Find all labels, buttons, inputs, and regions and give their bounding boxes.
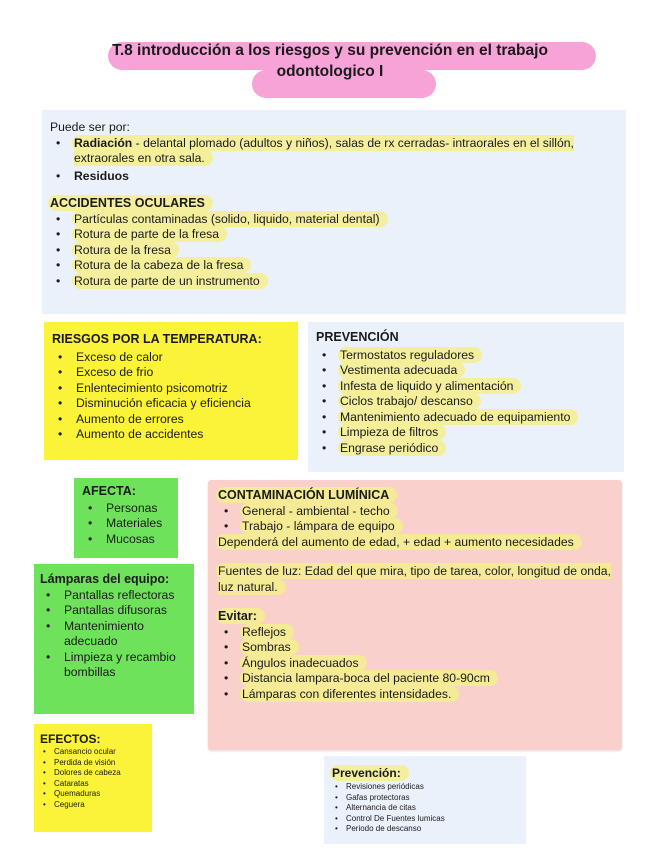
prevention-item <box>316 410 616 426</box>
avoid-item-text: Ángulos inadecuados <box>240 655 367 671</box>
effects-item <box>40 747 148 758</box>
lamps-item-text: Mantenimiento adecuado <box>64 618 144 648</box>
ocular-item <box>50 212 618 228</box>
avoid-item-text: Distancia lampara-boca del paciente 80-90cm <box>240 670 498 686</box>
avoid-item-text: Reflejos <box>240 624 294 640</box>
prevention2-item-text: Periodo de descanso <box>346 824 422 833</box>
lamps-item <box>40 619 190 650</box>
light-heading-text: CONTAMINACIÓN LUMÍNICA <box>216 487 397 503</box>
effects-item-text: Dolores de cabeza <box>54 768 121 777</box>
intro-item-radiation <box>50 136 618 167</box>
effects-item-text: Cataratas <box>54 778 89 788</box>
temperature-item-text: Aumento de accidentes <box>76 427 204 441</box>
temperature-item <box>52 365 290 381</box>
temperature-item-text: Exceso de calor <box>76 349 163 364</box>
light-sources-text: Fuentes de luz: Edad del que mira, tipo de tarea, color, longitud de onda, luz natural. <box>218 564 611 594</box>
prevention2-item <box>332 793 520 804</box>
light-depends-text: Dependerá del aumento de edad, + edad + aumento necesidades <box>216 534 582 550</box>
affects-item-text: Mucosas <box>106 531 155 546</box>
temperature-list <box>52 350 290 443</box>
page-title-line2: odontologico I <box>276 63 384 80</box>
affects-list <box>82 501 172 548</box>
prevention-item <box>316 363 616 379</box>
ocular-heading <box>50 196 618 212</box>
temperature-item <box>52 412 290 428</box>
affects-item <box>82 516 172 532</box>
effects-item <box>40 758 148 769</box>
effects-item <box>40 779 148 790</box>
ocular-item <box>50 274 618 290</box>
effects-item-text: Cansancio ocular <box>54 747 116 756</box>
ocular-item <box>50 227 618 243</box>
affects-item <box>82 501 172 517</box>
affects-item <box>82 532 172 548</box>
light-list <box>218 504 614 535</box>
prevention-item-text: Limpieza de filtros <box>338 424 446 440</box>
prevention2-box <box>324 756 526 844</box>
effects-list <box>40 747 148 810</box>
avoid-list <box>218 625 614 703</box>
prevention-item <box>316 348 616 364</box>
avoid-item <box>218 687 614 703</box>
prevention2-item <box>332 814 520 825</box>
prevention2-item-text: Alternancia de citas <box>346 803 416 812</box>
intro-item-waste <box>50 169 618 185</box>
temperature-item-text: Enlentecimiento psicomotriz <box>76 380 228 395</box>
lamps-item-text: Pantallas reflectoras <box>64 587 175 602</box>
light-depends <box>218 535 614 551</box>
radiation-highlight <box>72 135 574 167</box>
prevention-item-text: Ciclos trabajo/ descanso <box>338 393 481 409</box>
ocular-item <box>50 243 618 259</box>
intro-box <box>42 110 626 314</box>
light-item <box>218 519 614 535</box>
prevention-list <box>316 348 616 457</box>
prevention2-heading <box>332 766 520 780</box>
prevention-item <box>316 425 616 441</box>
affects-item-text: Materiales <box>106 516 163 530</box>
temperature-item-text: Disminución eficacia y eficiencia <box>76 396 251 410</box>
temperature-item <box>52 350 290 366</box>
prevention-heading: PREVENCIÓN <box>316 330 399 344</box>
lamps-heading: Lámparas del equipo: <box>40 572 170 586</box>
light-heading <box>218 488 614 504</box>
effects-item-text: Ceguera <box>54 799 85 809</box>
prevention-item-text: Infesta de liquido y alimentación <box>338 378 521 394</box>
lamps-item <box>40 650 190 681</box>
prevention2-item <box>332 824 520 835</box>
ocular-item-text: Rotura de parte de un instrumento <box>72 273 268 289</box>
prevention-item <box>316 394 616 410</box>
page-title-line1: T.8 introducción a los riesgos y su prevención en el trabajo <box>112 42 548 59</box>
ocular-item-text: Rotura de la cabeza de la fresa <box>72 257 251 273</box>
temperature-box <box>44 322 298 460</box>
light-item <box>218 504 614 520</box>
prevention2-item-text: Control De Fuentes lumicas <box>346 813 445 823</box>
prevention-item-text: Mantenimiento adecuado de equipamiento <box>338 409 578 425</box>
radiation-text: - delantal plomado (adultos y niños), salas de rx cerradas- intraorales en el sillón, extraorales en otra sala. <box>74 135 574 165</box>
ocular-list <box>50 212 618 290</box>
prevention2-item-text: Gafas protectoras <box>346 792 410 802</box>
waste-term: Residuos <box>74 168 129 183</box>
ocular-item-text: Rotura de parte de la fresa <box>72 226 227 242</box>
prevention-item <box>316 379 616 395</box>
temperature-item <box>52 396 290 412</box>
ocular-item <box>50 258 618 274</box>
effects-item-text: Perdida de visión <box>54 757 116 767</box>
avoid-item <box>218 671 614 687</box>
prevention2-item <box>332 782 520 793</box>
temperature-item <box>52 427 290 443</box>
lamps-item <box>40 588 190 604</box>
effects-item <box>40 789 148 800</box>
lamps-item <box>40 603 190 619</box>
avoid-item <box>218 656 614 672</box>
avoid-heading <box>218 609 614 625</box>
ocular-item-text: Partículas contaminadas (solido, liquido, material dental) <box>72 211 388 227</box>
intro-lead: Puede ser por: <box>50 120 130 134</box>
temperature-item <box>52 381 290 397</box>
temperature-item-text: Aumento de errores <box>76 411 184 426</box>
ocular-item-text: Rotura de la fresa <box>72 242 179 258</box>
prevention-item <box>316 441 616 457</box>
lamps-item-text: Limpieza y recambio bombillas <box>64 649 176 679</box>
avoid-heading-text: Evitar: <box>216 608 265 624</box>
intro-list <box>50 136 618 185</box>
ocular-heading-text: ACCIDENTES OCULARES <box>48 195 213 211</box>
page-title <box>60 40 600 82</box>
affects-item-text: Personas <box>106 500 158 515</box>
temperature-item-text: Exceso de frio <box>76 365 154 379</box>
prevention-item-text: Engrase periódico <box>338 440 446 456</box>
effects-item <box>40 800 148 811</box>
temperature-heading: RIESGOS POR LA TEMPERATURA: <box>52 332 262 346</box>
prevention-item-text: Termostatos reguladores <box>338 347 482 363</box>
lamps-item-text: Pantallas difusoras <box>64 603 167 617</box>
avoid-item-text: Sombras <box>240 639 299 655</box>
affects-heading: AFECTA: <box>82 484 136 498</box>
prevention2-item <box>332 803 520 814</box>
prevention2-item-text: Revisiones periódicas <box>346 782 424 791</box>
prevention2-heading-text: Prevención: <box>330 765 409 781</box>
prevention-item-text: Vestimenta adecuada <box>338 362 465 378</box>
light-box <box>208 480 622 750</box>
prevention2-list <box>332 782 520 835</box>
avoid-item-text: Lámparas con diferentes intensidades. <box>240 686 459 702</box>
effects-item <box>40 768 148 779</box>
avoid-item <box>218 640 614 656</box>
light-item-text: Trabajo - lámpara de equipo <box>240 518 403 534</box>
affects-box <box>74 478 178 558</box>
effects-item-text: Quemaduras <box>54 789 101 798</box>
lamps-box <box>34 564 194 714</box>
lamps-list <box>40 588 190 681</box>
effects-box <box>34 724 152 832</box>
effects-heading: EFECTOS: <box>40 732 101 746</box>
avoid-item <box>218 625 614 641</box>
light-sources <box>218 564 614 595</box>
light-item-text: General - ambiental - techo <box>240 503 398 519</box>
radiation-term: Radiación <box>74 135 133 150</box>
prevention-box <box>308 322 624 472</box>
